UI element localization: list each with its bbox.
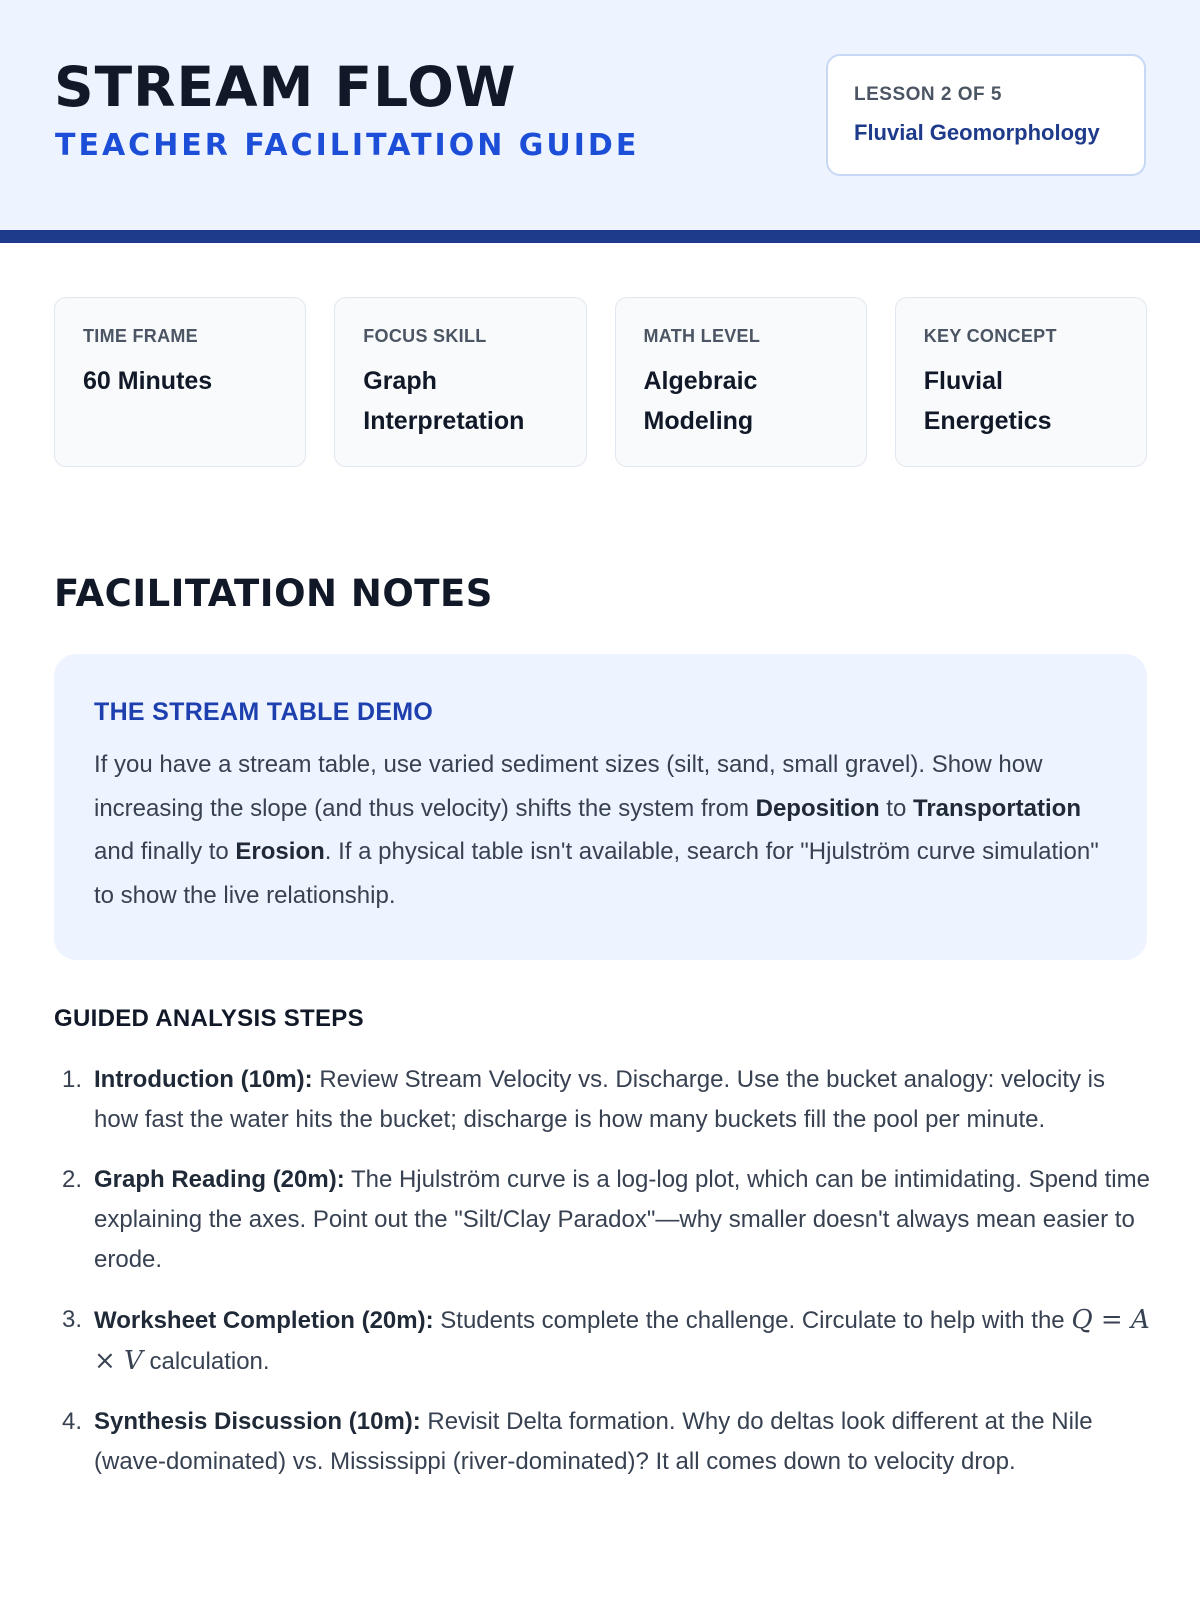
lesson-number: LESSON 2 OF 5 [854, 84, 1002, 105]
callout-bold-term: Erosion [235, 838, 325, 865]
page-header [0, 0, 1200, 230]
meta-value: Graph Interpretation [363, 367, 525, 435]
step-title: Synthesis Discussion (10m): [94, 1408, 421, 1435]
list-item [54, 1300, 1154, 1382]
meta-label: FOCUS SKILL [363, 326, 487, 346]
meta-label: KEY CONCEPT [923, 326, 1057, 346]
meta-label: MATH LEVEL [643, 326, 761, 346]
step-number: 1. [62, 1066, 83, 1093]
step-title: Graph Reading (20m): [94, 1166, 345, 1193]
callout-bold-term: Deposition [755, 794, 880, 822]
meta-card-focus-skill [334, 297, 586, 467]
meta-value: Fluvial Energetics [923, 367, 1052, 435]
callout-text: to [879, 794, 913, 822]
header-divider [0, 230, 1200, 243]
step-title: Worksheet Completion (20m): [94, 1307, 434, 1334]
section-heading: FACILITATION NOTES [54, 572, 493, 615]
page-subtitle: TEACHER FACILITATION GUIDE [55, 128, 640, 163]
lesson-topic: Fluvial Geomorphology [854, 120, 1100, 145]
step-text: Students complete the challenge. Circulate to help with the [433, 1307, 1072, 1334]
callout-text: and finally to [94, 838, 236, 865]
meta-card-key-concept [895, 297, 1147, 467]
steps-list [54, 1060, 1154, 1502]
callout-body [94, 743, 1107, 917]
steps-heading: GUIDED ANALYSIS STEPS [54, 1005, 364, 1032]
meta-row [54, 297, 1147, 467]
stream-table-callout [54, 654, 1147, 960]
list-item [54, 1060, 1154, 1140]
step-text: calculation. [142, 1348, 270, 1375]
meta-card-math-level [615, 297, 867, 467]
list-item [54, 1402, 1154, 1482]
meta-label: TIME FRAME [83, 326, 198, 346]
page-title: STREAM FLOW [54, 55, 517, 119]
callout-text: If you have a stream table, use varied sediment sizes (silt, sand, small gravel). Show how increasing the slope (and thus velocity) shifts the system from [94, 751, 1043, 822]
callout-title: THE STREAM TABLE DEMO [94, 698, 434, 726]
step-number: 2. [62, 1166, 83, 1193]
step-text: Review Stream Velocity vs. Discharge. Use the bucket analogy: velocity is how fast the water hits the bucket; discharge is how many buckets fill the pool per minute. [94, 1066, 1105, 1133]
callout-text: . If a physical table isn't available, search for "Hjulström curve simulation" to show the live relationship. [94, 838, 1099, 909]
lesson-card [826, 54, 1146, 176]
callout-bold-term: Transportation [912, 794, 1081, 822]
step-text: The Hjulström curve is a log-log plot, which can be intimidating. Spend time explaining the axes. Point out the "Silt/Clay Paradox"—why smaller doesn't always mean easier to erode. [94, 1166, 1150, 1273]
step-title: Introduction (10m): [94, 1066, 313, 1093]
meta-card-time-frame [54, 297, 306, 467]
list-item [54, 1160, 1154, 1280]
meta-value: 60 Minutes [83, 367, 213, 395]
step-number: 3. [62, 1306, 83, 1333]
meta-value: Algebraic Modeling [643, 367, 758, 435]
formula: Q = A × V [94, 1305, 1150, 1376]
step-number: 4. [62, 1408, 83, 1435]
step-text: Revisit Delta formation. Why do deltas look different at the Nile (wave-dominated) vs. Mississippi (river-dominated)? It all comes down to velocity drop. [94, 1408, 1093, 1475]
